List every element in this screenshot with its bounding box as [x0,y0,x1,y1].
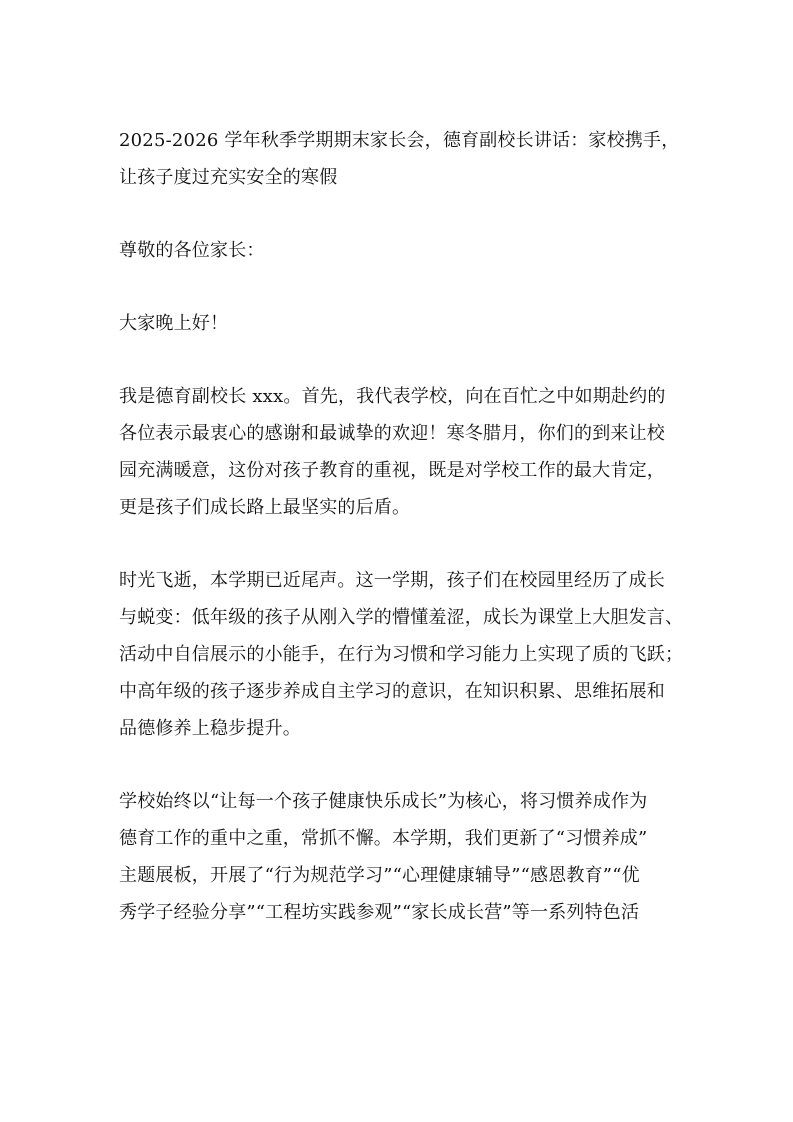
greeting: 大家晚上好！ [119,313,229,334]
paragraph-line: 活动中自信展示的小能手，在行为习惯和学习能力上实现了质的飞跃； [119,644,684,665]
paragraph-line: 园充满暖意，这份对孩子教育的重视，既是对学校工作的最大肯定， [119,460,665,481]
paragraph-line: 德育工作的重中之重，常抓不懈。本学期，我们更新了“习惯养成” [119,828,648,849]
title-line: 2025-2026 学年秋季学期期末家长会，德育副校长讲话：家校携手， [119,130,680,151]
paragraph-line: 时光飞逝，本学期已近尾声。这一学期，孩子们在校园里经历了成长 [119,570,665,591]
paragraph-line: 各位表示最衷心的感谢和最诚挚的欢迎！寒冬腊月，你们的到来让校 [119,423,665,444]
paragraph-line: 更是孩子们成长路上最坚实的后盾。 [119,497,411,518]
paragraph-line: 学校始终以“让每一个孩子健康快乐成长”为核心，将习惯养成作为 [119,791,648,812]
paragraph-line: 秀学子经验分享”“工程坊实践参观”“家长成长营”等一系列特色活 [119,902,640,923]
paragraph-semester-review [119,562,684,747]
title-line: 让孩子度过充实安全的寒假 [119,167,338,188]
document-title [119,122,679,196]
salutation: 尊敬的各位家长： [119,240,265,261]
paragraph-moral-education [119,783,679,931]
paragraph-introduction [119,378,679,526]
document-body [119,122,684,931]
paragraph-line: 与蜕变：低年级的孩子从刚入学的懵懂羞涩，成长为课堂上大胆发言、 [119,607,684,628]
paragraph-line: 主题展板，开展了“行为规范学习”“心理健康辅导”“感恩教育”“优 [119,865,640,886]
paragraph-line: 品德修养上稳步提升。 [119,718,301,739]
paragraph-line: 我是德育副校长 xxx。首先，我代表学校，向在百忙之中如期赴约的 [119,386,666,407]
paragraph-line: 中高年级的孩子逐步养成自主学习的意识，在知识积累、思维拓展和 [119,681,665,702]
